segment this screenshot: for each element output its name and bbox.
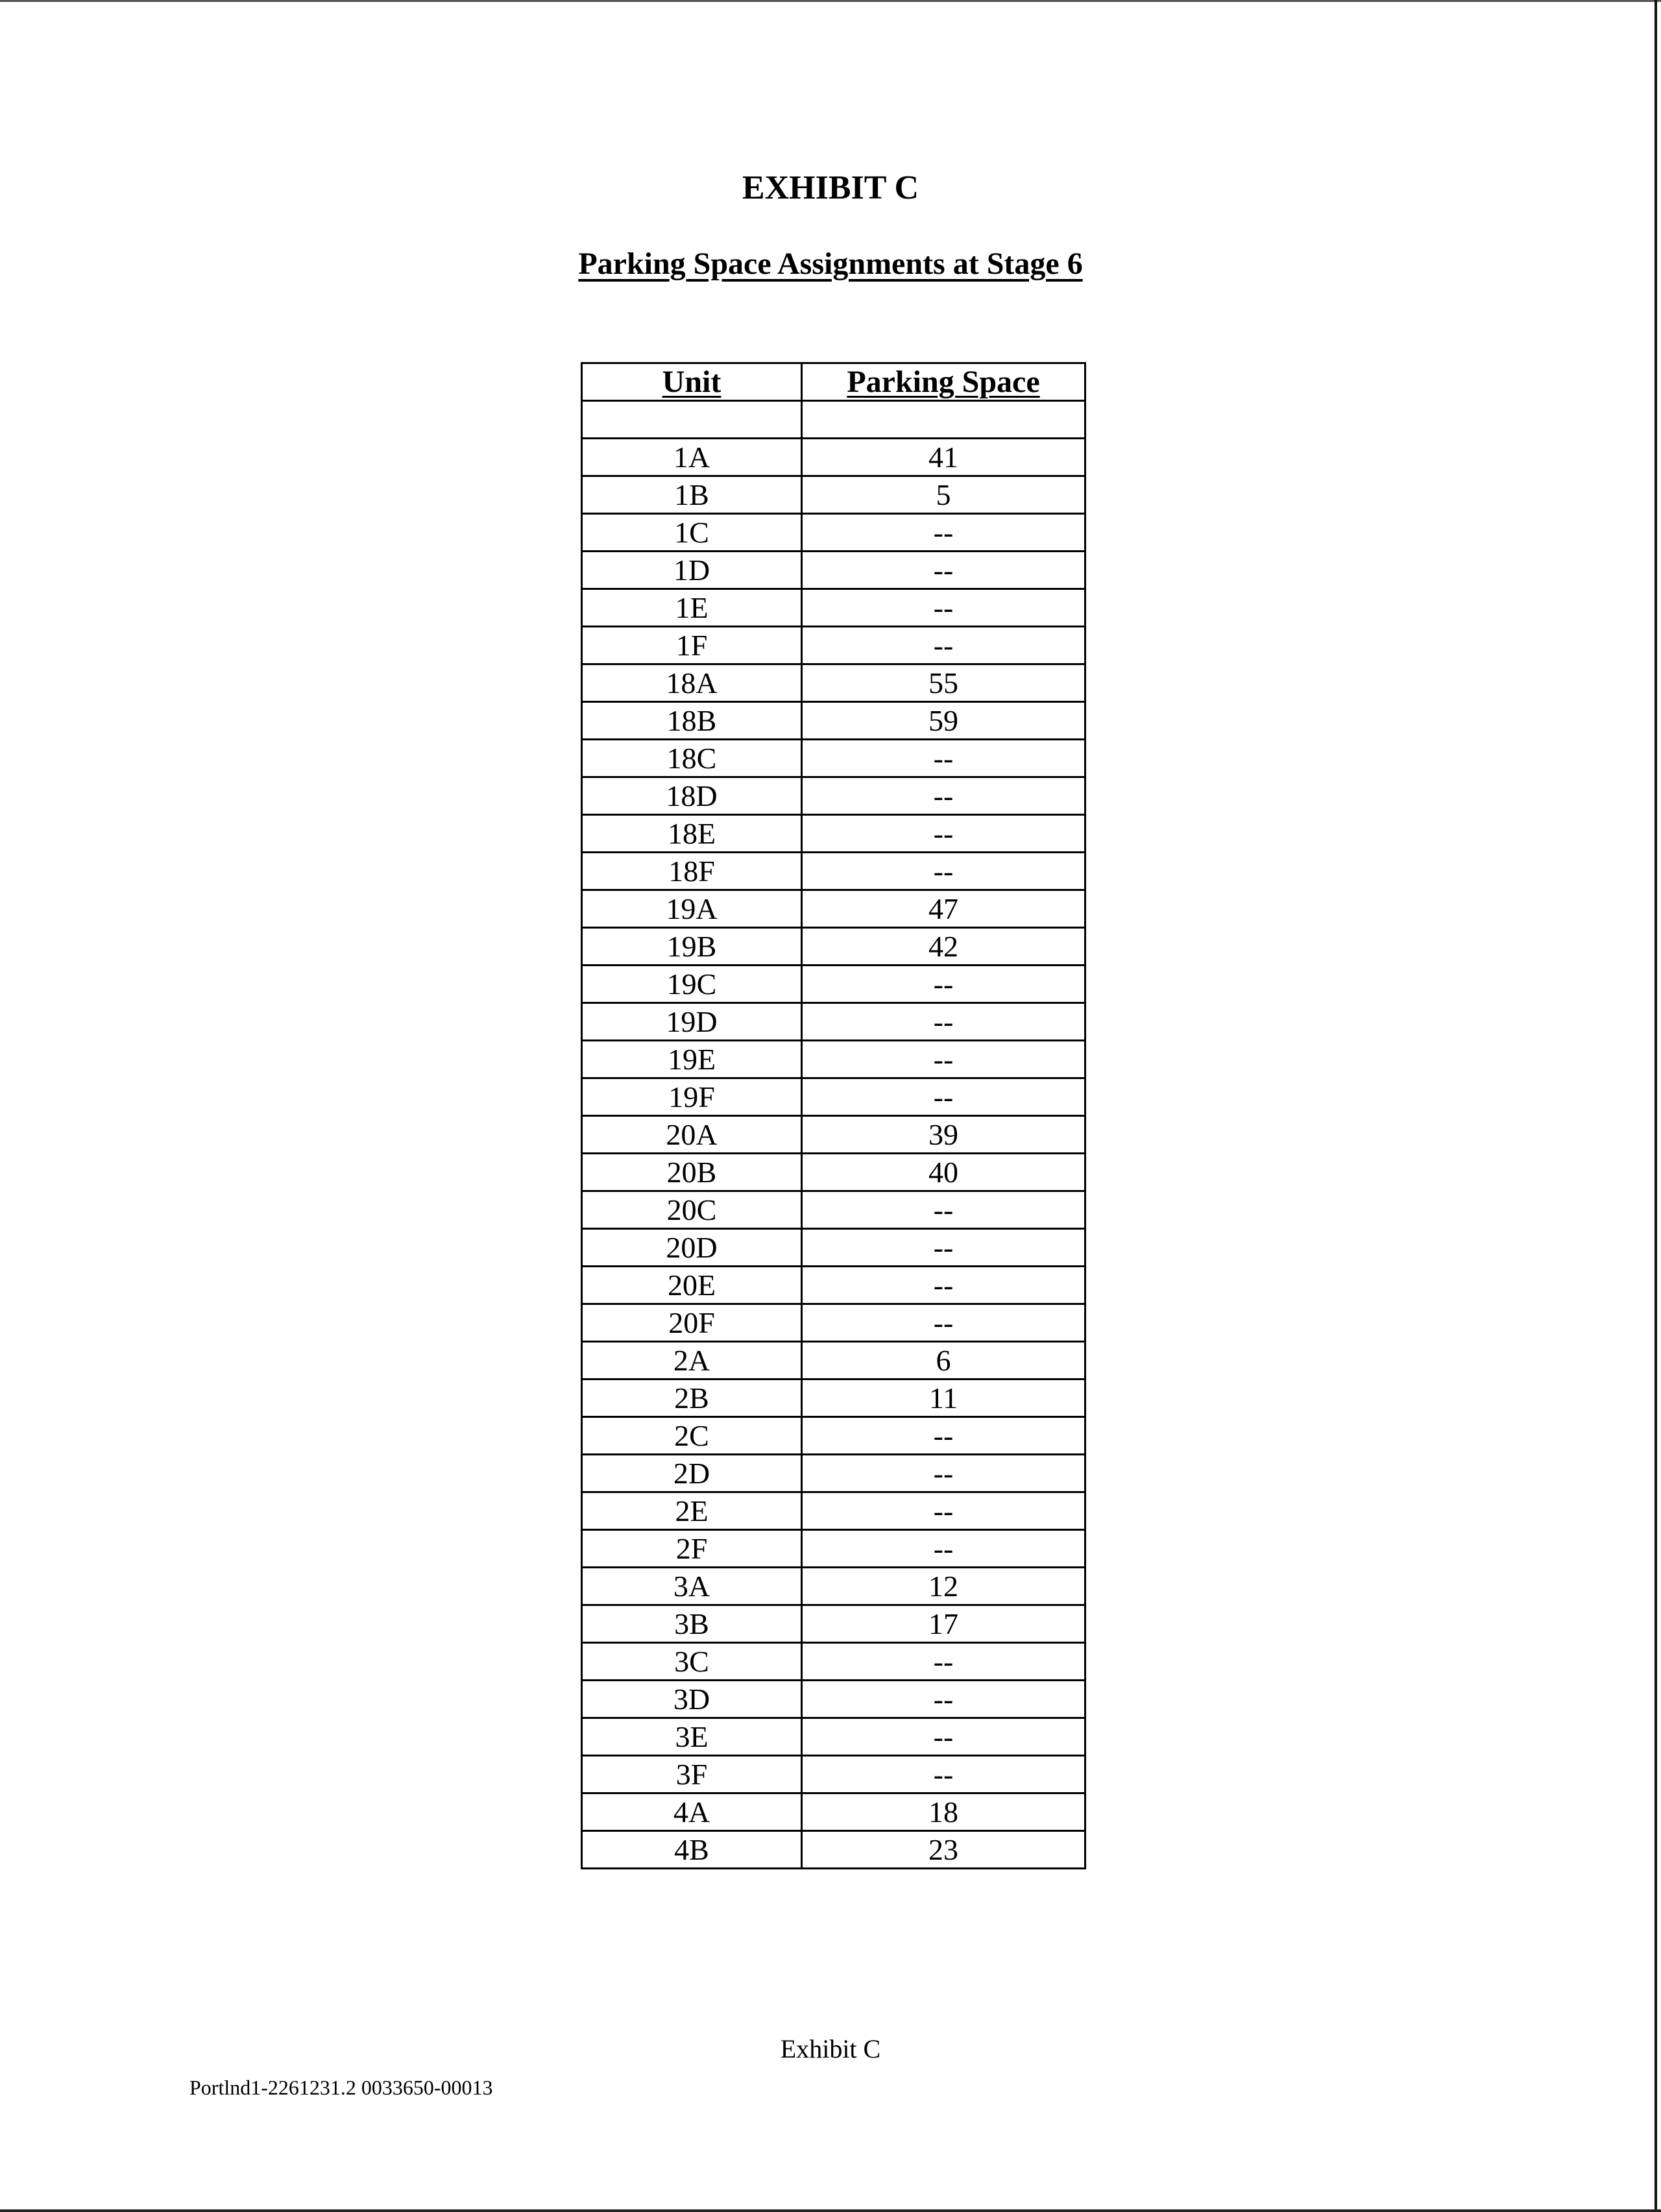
table-row: [582, 1379, 1085, 1417]
table-row: [582, 1267, 1085, 1304]
unit-cell: [582, 401, 802, 439]
footer-document-id: Portlnd1-2261231.2 0033650-00013: [189, 2076, 493, 2099]
document-title: EXHIBIT C: [742, 169, 919, 206]
unit-cell: 19D: [582, 1003, 802, 1041]
table-row: [582, 1455, 1085, 1492]
table-row: [582, 1643, 1085, 1681]
table-row: [582, 890, 1085, 928]
parking-space-cell: 11: [802, 1379, 1085, 1417]
unit-cell: 1D: [582, 552, 802, 589]
parking-space-column-header: [802, 363, 1085, 401]
table-row: [582, 1154, 1085, 1191]
table-row: [582, 439, 1085, 476]
table-row: [582, 1229, 1085, 1267]
parking-space-cell: 40: [802, 1154, 1085, 1191]
parking-space-cell: --: [802, 1455, 1085, 1492]
parking-space-cell: --: [802, 815, 1085, 853]
table-row: [582, 1304, 1085, 1342]
parking-space-cell: 5: [802, 476, 1085, 514]
unit-cell: 18A: [582, 664, 802, 702]
parking-space-cell: 55: [802, 664, 1085, 702]
document-subtitle-text: Parking Space Assignments at Stage 6: [578, 247, 1083, 281]
unit-cell: 4B: [582, 1831, 802, 1869]
parking-space-cell: 39: [802, 1116, 1085, 1154]
table-row: [582, 1568, 1085, 1605]
table-row: [582, 514, 1085, 552]
parking-space-cell: --: [802, 589, 1085, 627]
table-row: [582, 1342, 1085, 1379]
parking-space-cell: --: [802, 966, 1085, 1003]
parking-space-cell: --: [802, 853, 1085, 890]
unit-cell: 18C: [582, 740, 802, 777]
parking-space-cell: 6: [802, 1342, 1085, 1379]
unit-cell: 19B: [582, 928, 802, 966]
unit-cell: 2A: [582, 1342, 802, 1379]
footer-page-label: Exhibit C: [780, 2034, 881, 2063]
parking-space-cell: [802, 401, 1085, 439]
page-edge-top: [0, 0, 1661, 2]
parking-space-cell: 42: [802, 928, 1085, 966]
parking-space-header-text: Parking Space: [847, 365, 1040, 399]
parking-space-cell: --: [802, 1530, 1085, 1568]
table-row: [582, 589, 1085, 627]
unit-cell: 2F: [582, 1530, 802, 1568]
unit-cell: 3D: [582, 1681, 802, 1718]
unit-header-text: Unit: [662, 365, 721, 399]
parking-space-cell: --: [802, 1229, 1085, 1267]
unit-cell: 1F: [582, 627, 802, 664]
table-row: [582, 928, 1085, 966]
table-row: [582, 1078, 1085, 1116]
unit-cell: 1C: [582, 514, 802, 552]
table-row: [582, 1831, 1085, 1869]
parking-space-cell: 12: [802, 1568, 1085, 1605]
parking-space-cell: --: [802, 1756, 1085, 1793]
parking-space-cell: --: [802, 1003, 1085, 1041]
unit-cell: 18B: [582, 702, 802, 740]
unit-cell: 2C: [582, 1417, 802, 1455]
table-row: [582, 1605, 1085, 1643]
table-row: [582, 664, 1085, 702]
table-row: [582, 740, 1085, 777]
parking-space-cell: --: [802, 552, 1085, 589]
unit-cell: 20A: [582, 1116, 802, 1154]
parking-space-cell: --: [802, 1681, 1085, 1718]
table-row: [582, 1116, 1085, 1154]
unit-cell: 1A: [582, 439, 802, 476]
parking-assignments-table: [581, 362, 1086, 1869]
parking-space-cell: --: [802, 1643, 1085, 1681]
parking-space-cell: --: [802, 740, 1085, 777]
table-row: [582, 777, 1085, 815]
unit-cell: 18D: [582, 777, 802, 815]
table-row: [582, 627, 1085, 664]
parking-space-cell: --: [802, 627, 1085, 664]
parking-space-cell: --: [802, 1417, 1085, 1455]
unit-cell: 20C: [582, 1191, 802, 1229]
unit-cell: 19F: [582, 1078, 802, 1116]
unit-column-header: [582, 363, 802, 401]
parking-space-cell: 47: [802, 890, 1085, 928]
table-row: [582, 476, 1085, 514]
table-row: [582, 1041, 1085, 1078]
parking-space-cell: --: [802, 1304, 1085, 1342]
unit-cell: 18F: [582, 853, 802, 890]
unit-cell: 3C: [582, 1643, 802, 1681]
table-row: [582, 1191, 1085, 1229]
parking-space-cell: --: [802, 1041, 1085, 1078]
page-edge-right: [1655, 0, 1657, 2212]
table-row: [582, 1003, 1085, 1041]
unit-cell: 2D: [582, 1455, 802, 1492]
table-row: [582, 1718, 1085, 1756]
unit-cell: 19A: [582, 890, 802, 928]
table-body: [582, 401, 1085, 1869]
table-row: [582, 552, 1085, 589]
parking-space-cell: --: [802, 1718, 1085, 1756]
unit-cell: 1E: [582, 589, 802, 627]
table-row: [582, 1681, 1085, 1718]
document-subtitle: [0, 241, 1661, 287]
table-row: [582, 966, 1085, 1003]
table-row: [582, 853, 1085, 890]
unit-cell: 3A: [582, 1568, 802, 1605]
table-header-row: [582, 363, 1085, 401]
parking-space-cell: 18: [802, 1793, 1085, 1831]
unit-cell: 4A: [582, 1793, 802, 1831]
unit-cell: 19E: [582, 1041, 802, 1078]
parking-space-cell: 17: [802, 1605, 1085, 1643]
parking-space-cell: --: [802, 1492, 1085, 1530]
table-row: [582, 1756, 1085, 1793]
unit-cell: 20D: [582, 1229, 802, 1267]
table-row: [582, 401, 1085, 439]
page-edge-bottom: [0, 2209, 1661, 2212]
parking-space-cell: --: [802, 777, 1085, 815]
unit-cell: 3E: [582, 1718, 802, 1756]
unit-cell: 20F: [582, 1304, 802, 1342]
unit-cell: 3B: [582, 1605, 802, 1643]
table-row: [582, 815, 1085, 853]
parking-space-cell: 23: [802, 1831, 1085, 1869]
table-row: [582, 1530, 1085, 1568]
parking-space-cell: 59: [802, 702, 1085, 740]
unit-cell: 20E: [582, 1267, 802, 1304]
table-row: [582, 702, 1085, 740]
unit-cell: 19C: [582, 966, 802, 1003]
table-row: [582, 1492, 1085, 1530]
parking-space-cell: --: [802, 1078, 1085, 1116]
unit-cell: 1B: [582, 476, 802, 514]
unit-cell: 18E: [582, 815, 802, 853]
unit-cell: 20B: [582, 1154, 802, 1191]
table-row: [582, 1417, 1085, 1455]
unit-cell: 2E: [582, 1492, 802, 1530]
unit-cell: 3F: [582, 1756, 802, 1793]
parking-space-cell: 41: [802, 439, 1085, 476]
parking-space-cell: --: [802, 1267, 1085, 1304]
parking-space-cell: --: [802, 1191, 1085, 1229]
parking-space-cell: --: [802, 514, 1085, 552]
unit-cell: 2B: [582, 1379, 802, 1417]
table-row: [582, 1793, 1085, 1831]
